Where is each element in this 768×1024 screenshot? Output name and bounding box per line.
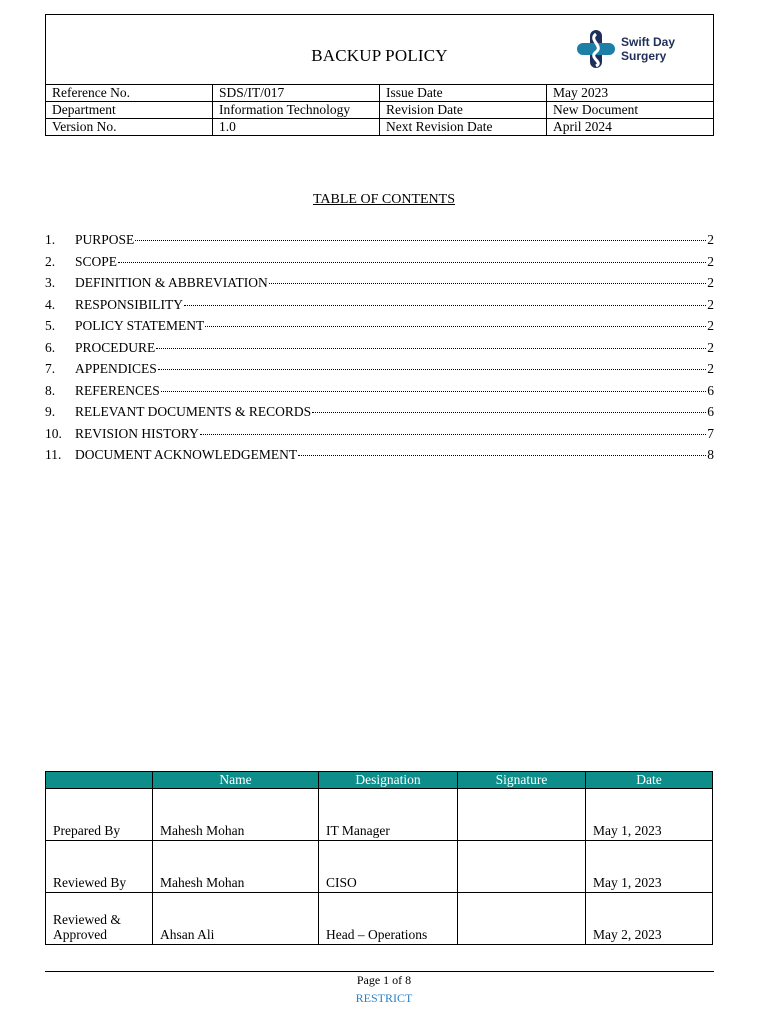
signoff-name: Mahesh Mohan [153, 841, 319, 893]
toc-label: SCOPE [75, 253, 118, 269]
toc-number: 9. [45, 404, 56, 419]
logo-line-2: Surgery [621, 49, 667, 63]
issue-date-label: Issue Date [380, 85, 547, 102]
toc-item-acknowledgement[interactable] [45, 444, 714, 466]
signoff-designation: CISO [319, 841, 458, 893]
toc-page-number: 8 [707, 447, 714, 462]
meta-row [46, 102, 714, 119]
toc-number: 7. [45, 361, 56, 376]
signoff-header-role [46, 772, 153, 789]
next-revision-label: Next Revision Date [380, 119, 547, 136]
toc-item-definition[interactable] [45, 272, 714, 294]
signoff-header-name: Name [153, 772, 319, 789]
signoff-date: May 1, 2023 [586, 789, 713, 841]
revision-date-value: New Document [547, 102, 714, 119]
table-row [46, 789, 713, 841]
toc-page-number: 6 [707, 404, 714, 419]
signoff-header-row [46, 772, 713, 789]
toc-page-number: 2 [707, 253, 714, 269]
toc-leader-dots [205, 325, 706, 327]
department-label: Department [46, 102, 213, 119]
table-of-contents [45, 229, 714, 466]
revision-date-label: Revision Date [380, 102, 547, 119]
signoff-designation: Head – Operations [319, 893, 458, 945]
version-label: Version No. [46, 119, 213, 136]
toc-page-number: 2 [707, 232, 714, 247]
table-row [46, 841, 713, 893]
toc-leader-dots [158, 368, 706, 370]
toc-page-number: 6 [707, 382, 714, 398]
toc-item-scope[interactable] [45, 251, 714, 273]
signoff-date: May 1, 2023 [586, 841, 713, 893]
reference-value: SDS/IT/017 [213, 85, 380, 102]
toc-page-number: 2 [707, 318, 714, 333]
toc-page-number: 2 [707, 296, 714, 312]
document-header [45, 14, 714, 84]
toc-label: APPENDICES [75, 361, 157, 376]
toc-label: PURPOSE [75, 232, 135, 247]
signoff-role: Reviewed & Approved [46, 893, 153, 945]
toc-page-number: 2 [707, 361, 714, 376]
toc-leader-dots [184, 304, 706, 306]
footer-divider [45, 971, 714, 972]
issue-date-value: May 2023 [547, 85, 714, 102]
signoff-designation: IT Manager [319, 789, 458, 841]
reference-label: Reference No. [46, 85, 213, 102]
signoff-header-designation: Designation [319, 772, 458, 789]
toc-page-number: 2 [707, 339, 714, 355]
toc-leader-dots [269, 282, 707, 284]
toc-label: PROCEDURE [75, 339, 156, 355]
toc-number: 10. [45, 425, 62, 441]
signoff-date: May 2, 2023 [586, 893, 713, 945]
signoff-role: Prepared By [46, 789, 153, 841]
signoff-signature [458, 789, 586, 841]
table-row [46, 893, 713, 945]
toc-item-appendices[interactable] [45, 358, 714, 380]
toc-item-references[interactable] [45, 380, 714, 402]
signoff-table [45, 771, 713, 945]
toc-leader-dots [156, 347, 706, 349]
page-number: Page 1 of 8 [356, 973, 412, 987]
next-revision-value: April 2024 [547, 119, 714, 136]
toc-leader-dots [118, 261, 706, 263]
logo-line-1: Swift Day [621, 35, 676, 49]
signoff-header-signature: Signature [458, 772, 586, 789]
toc-number: 3. [45, 275, 56, 290]
toc-number: 8. [45, 382, 56, 398]
toc-label: DEFINITION & ABBREVIATION [75, 275, 268, 290]
document-title: BACKUP POLICY [311, 46, 448, 65]
toc-number: 6. [45, 339, 56, 355]
logo-wordmark [621, 35, 675, 63]
toc-heading: TABLE OF CONTENTS [313, 192, 455, 207]
toc-label: RESPONSIBILITY [75, 296, 184, 312]
toc-leader-dots [200, 433, 706, 435]
toc-leader-dots [135, 239, 706, 241]
toc-item-relevant-documents[interactable] [45, 401, 714, 423]
toc-page-number: 2 [707, 275, 714, 290]
toc-label: REFERENCES [75, 382, 160, 398]
toc-page-number: 7 [707, 425, 714, 441]
toc-item-procedure[interactable] [45, 337, 714, 359]
toc-item-policy-statement[interactable] [45, 315, 714, 337]
signoff-header-date: Date [586, 772, 713, 789]
meta-row [46, 85, 714, 102]
toc-number: 1. [45, 232, 56, 247]
toc-leader-dots [312, 411, 706, 413]
toc-number: 4. [45, 296, 56, 312]
toc-number: 11. [45, 447, 62, 462]
cross-logo-icon [575, 28, 617, 70]
toc-label: POLICY STATEMENT [75, 318, 205, 333]
signoff-role: Reviewed By [46, 841, 153, 893]
toc-item-revision-history[interactable] [45, 423, 714, 445]
meta-row [46, 119, 714, 136]
signoff-signature [458, 893, 586, 945]
document-meta-table [45, 84, 714, 136]
toc-label: RELEVANT DOCUMENTS & RECORDS [75, 404, 312, 419]
signoff-name: Ahsan Ali [153, 893, 319, 945]
signoff-name: Mahesh Mohan [153, 789, 319, 841]
company-logo [575, 28, 695, 72]
toc-label: DOCUMENT ACKNOWLEDGEMENT [75, 447, 298, 462]
toc-leader-dots [298, 454, 706, 456]
toc-leader-dots [161, 390, 706, 392]
toc-item-responsibility[interactable] [45, 294, 714, 316]
toc-number: 5. [45, 318, 56, 333]
classification-label: RESTRICT [355, 991, 413, 1005]
department-value: Information Technology [213, 102, 380, 119]
toc-number: 2. [45, 253, 56, 269]
toc-item-purpose[interactable] [45, 229, 714, 251]
toc-label: REVISION HISTORY [75, 425, 199, 441]
signoff-signature [458, 841, 586, 893]
version-value: 1.0 [213, 119, 380, 136]
